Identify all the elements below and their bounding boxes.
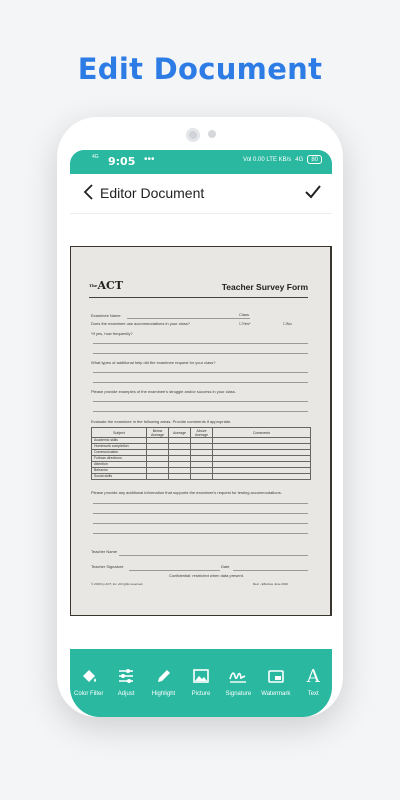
status-time: 9:05 <box>108 155 136 168</box>
tool-label: Picture <box>191 691 211 697</box>
data-speed: Vol 0.00 LTE KB/s <box>243 156 292 163</box>
tool-label: Signature <box>225 691 252 697</box>
act-logo: $^{The}$ACT <box>89 279 123 292</box>
checkmark-icon[interactable] <box>302 181 324 203</box>
page-title: Editor Document <box>100 185 205 201</box>
signature-icon <box>221 665 255 687</box>
yes-option: ☐Yes* <box>239 321 251 326</box>
signal-indicator: 4G <box>295 156 304 163</box>
field-line <box>129 570 220 571</box>
additional-info-question: Please provide any additional information that supports the examinee's request for testing accommodations. <box>91 490 282 495</box>
no-option: ☐No <box>283 321 292 326</box>
status-bar <box>70 150 332 174</box>
field-line <box>119 555 308 556</box>
confidential-note: Confidential: restricted when data present. <box>169 573 244 578</box>
tool-color-filter[interactable] <box>72 665 106 697</box>
table-header: Average <box>169 428 191 438</box>
examples-question: Please provide examples of the examinee's struggle and/or success in your class. <box>91 389 236 394</box>
evaluation-table <box>91 427 311 480</box>
back-arrow-icon[interactable] <box>78 181 100 203</box>
form-code: Revi - Effective June 2016 <box>253 582 288 586</box>
tool-label: Color Filter <box>74 691 104 697</box>
form-title: Teacher Survey Form <box>221 282 308 292</box>
text-icon: A <box>306 665 320 687</box>
field-line <box>93 382 308 383</box>
camera-icon <box>186 128 200 142</box>
page-headline: Edit Document <box>77 52 323 86</box>
table-row: Follows directions <box>92 456 311 462</box>
examinee-name-label: Examinee Name <box>91 313 121 318</box>
tool-label: Text <box>307 691 319 697</box>
table-row: Academic skills <box>92 438 311 444</box>
field-line <box>93 401 308 402</box>
field-line <box>127 318 250 319</box>
teacher-signature-label: Teacher Signature <box>91 564 124 569</box>
sensor-icon <box>208 130 216 138</box>
field-line <box>93 523 308 524</box>
field-line <box>93 411 308 412</box>
watermark-icon <box>259 665 293 687</box>
table-row: Social skills <box>92 474 311 480</box>
tool-watermark[interactable] <box>259 665 293 697</box>
field-line <box>93 503 308 504</box>
field-line <box>93 372 308 373</box>
battery-icon: 80 <box>307 155 322 164</box>
evaluate-instructions: Evaluate the examinee in the following areas. Provide comments if appropriate. <box>91 419 232 424</box>
field-line <box>233 570 308 571</box>
tool-label: Adjust <box>117 691 135 697</box>
table-header: Subject <box>92 428 147 438</box>
frequency-question: *If yes, how frequently? <box>91 331 133 336</box>
app-bar <box>70 174 332 214</box>
table-row: Behavior <box>92 468 311 474</box>
table-header: Comments <box>213 428 311 438</box>
accommodations-question: Does the examinee use accommodations in your class? <box>91 321 190 326</box>
table-row: Homework completion <box>92 444 311 450</box>
additional-help-question: What types of additional help did the examinee request for your class? <box>91 360 216 365</box>
table-header: Below Average <box>147 428 169 438</box>
status-right <box>243 155 322 164</box>
document-page <box>71 247 330 615</box>
field-line <box>93 533 308 534</box>
tool-label: Watermark <box>261 691 291 697</box>
date-label: Date <box>221 564 230 569</box>
table-row: Attention <box>92 462 311 468</box>
notification-dots: ••• <box>144 154 155 165</box>
tool-highlight[interactable] <box>147 665 181 697</box>
paint-bucket-icon <box>72 665 106 687</box>
document-photo[interactable] <box>70 246 332 616</box>
tool-picture[interactable] <box>184 665 218 697</box>
copyright: © 2016 by ACT, Inc. All rights reserved. <box>91 582 144 586</box>
sliders-icon <box>109 665 143 687</box>
phone-screen <box>70 150 332 717</box>
field-line <box>93 353 308 354</box>
tool-adjust[interactable] <box>109 665 143 697</box>
edit-toolbar <box>70 649 332 717</box>
teacher-name-label: Teacher Name <box>91 549 118 554</box>
field-line <box>93 513 308 514</box>
pencil-icon <box>147 665 181 687</box>
network-indicator: 4G <box>92 154 99 160</box>
table-header: Above Average <box>191 428 213 438</box>
table-row: Communication <box>92 450 311 456</box>
field-line <box>93 343 308 344</box>
tool-label: Highlight <box>151 691 176 697</box>
divider <box>89 297 308 298</box>
tool-text[interactable] <box>296 665 330 697</box>
image-icon <box>184 665 218 687</box>
tool-signature[interactable] <box>221 665 255 697</box>
class-label: Class <box>239 312 250 317</box>
